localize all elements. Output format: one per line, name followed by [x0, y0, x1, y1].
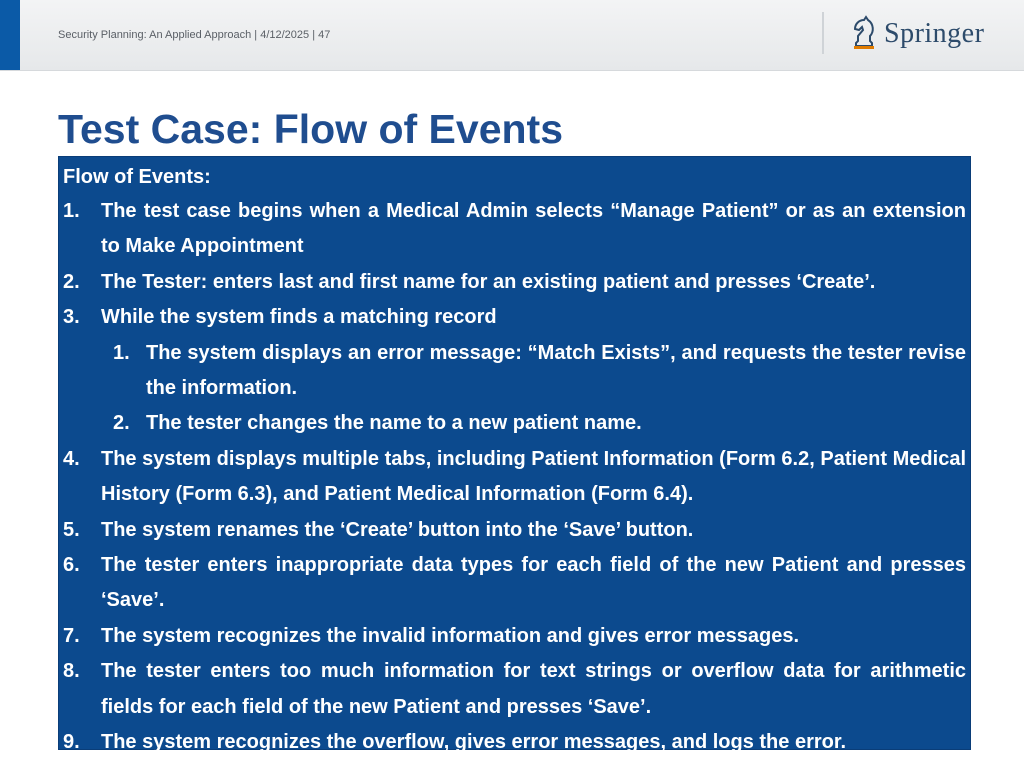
item-text: The system recognizes the invalid information and gives error messages.: [101, 624, 800, 647]
list-item: [63, 548, 966, 619]
item-text: The tester enters inappropriate data types for each field of the new Patient and presses ‘Save’.: [101, 554, 966, 612]
list-item: [63, 513, 966, 548]
item-number: 2.: [113, 412, 130, 435]
item-text: The tester enters too much information for text strings or overflow data for arithmetic fields for each field of the new Patient and presses ‘Save’.: [101, 660, 966, 718]
item-number: 1.: [63, 200, 80, 222]
list-item: [63, 300, 966, 335]
item-number: 6.: [63, 554, 80, 577]
item-text: The system displays an error message: “Match Exists”, and requests the tester revise the information.: [146, 341, 966, 400]
accent-bar: [0, 0, 20, 70]
logo-wordmark: Springer: [884, 18, 985, 49]
item-number: 9.: [63, 731, 80, 754]
item-text: The system recognizes the overflow, gives error messages, and logs the error.: [101, 731, 847, 754]
item-number: 4.: [63, 447, 80, 470]
item-text: The system displays multiple tabs, including Patient Information (Form 6.2, Patient Medical History (Form 6.3), and Patient Medical Information (Form 6.4).: [101, 447, 966, 506]
list-item: [63, 725, 966, 760]
springer-logo: [850, 12, 990, 56]
section-heading: Flow of Events:: [63, 166, 211, 188]
item-number: 1.: [113, 341, 130, 364]
list-item: [63, 654, 966, 725]
item-text: The system renames the ‘Create’ button into the ‘Save’ button.: [101, 518, 694, 541]
item-text: While the system finds a matching record: [101, 306, 497, 329]
list-item: [63, 619, 966, 654]
item-text: The tester changes the name to a new patient name.: [146, 412, 642, 435]
item-text: The test case begins when a Medical Admin selects “Manage Patient” or as an extension to Make Appointment: [101, 200, 966, 258]
list-item: [63, 442, 966, 513]
header-info-text: Security Planning: An Applied Approach | 4/12/2025 | 47: [58, 29, 331, 41]
slide-title: Test Case: Flow of Events: [58, 106, 564, 152]
header-divider: [822, 12, 824, 54]
item-number: 2.: [63, 270, 80, 293]
item-number: 8.: [63, 660, 80, 683]
item-text: The Tester: enters last and first name for an existing patient and presses ‘Create’.: [101, 270, 876, 293]
item-number: 7.: [63, 624, 80, 647]
sub-list-item: [63, 336, 966, 407]
sub-list-item: [63, 406, 966, 441]
item-number: 5.: [63, 518, 80, 541]
list-item: [63, 194, 966, 265]
item-number: 3.: [63, 306, 80, 329]
list-item: [63, 265, 966, 300]
knight-chess-icon: [850, 14, 878, 55]
slide-header: [0, 0, 1024, 71]
flow-of-events-box: [58, 156, 971, 754]
